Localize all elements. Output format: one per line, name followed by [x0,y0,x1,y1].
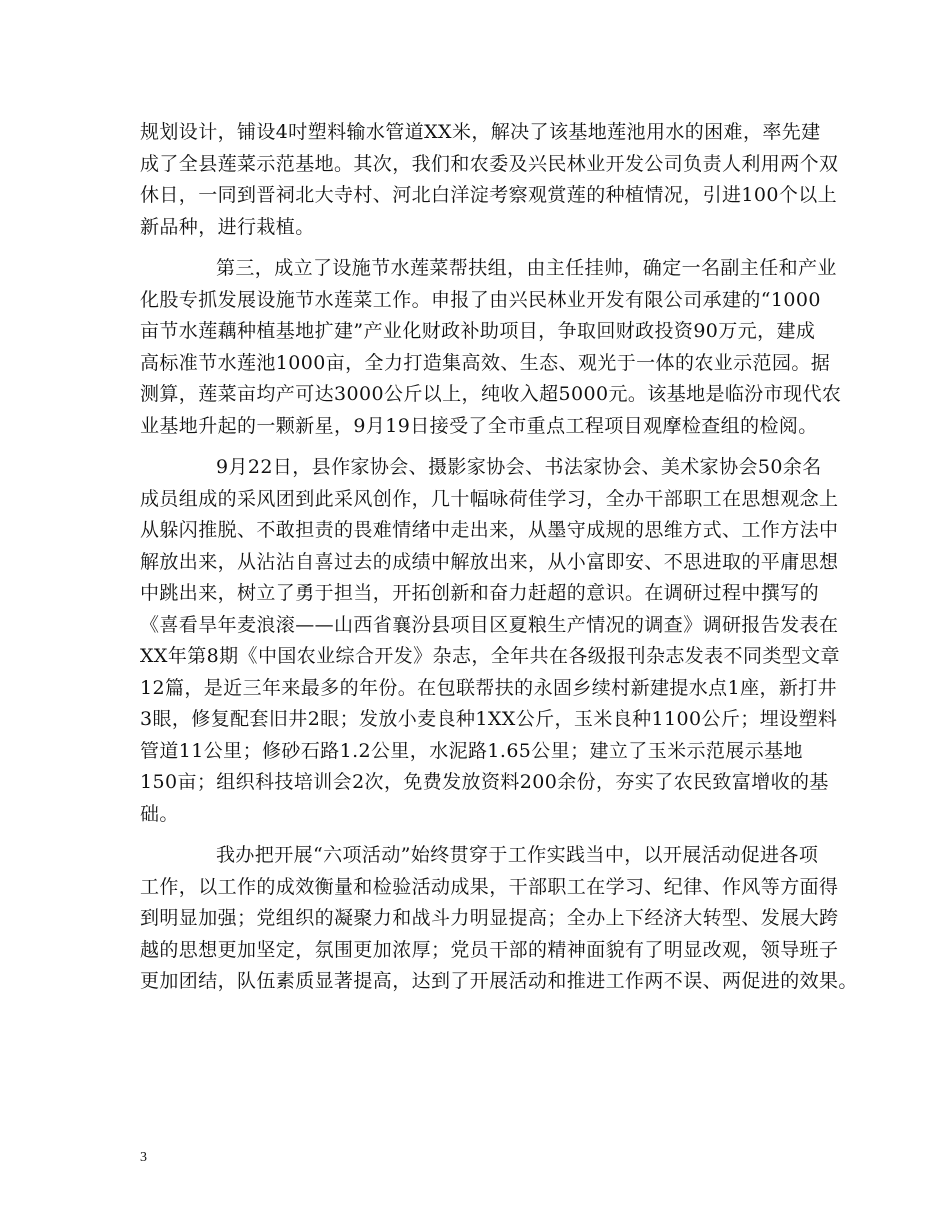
paragraph-1 [140,117,839,243]
text-line: XX年第8期《中国农业综合开发》杂志，全年共在各级报刊杂志发表不同类型文章 [140,645,840,667]
text-line: 管道11公里；修砂石路1.2公里，水泥路1.65公里；建立了玉米示范展示基地 [140,739,803,762]
document-body [140,117,858,998]
text-line: 休日，一同到晋祠北大寺村、河北白洋淀考察观赏莲的种植情况，引进100个以上 [140,184,838,206]
paragraph-2 [140,253,842,442]
text-line: 《喜看旱年麦浪滚——山西省襄汾县项目区夏粮生产情况的调查》调研报告发表在 [140,613,839,636]
text-line: 工作，以工作的成效衡量和检验活动成果，干部职工在学习、纪律、作风等方面得 [140,875,839,898]
text-line: 中跳出来，树立了勇于担当，开拓创新和奋力赶超的意识。在调研过程中撰写的 [140,582,820,604]
text-line: 150亩；组织科技培训会2次，免费发放资料200余份，夯实了农民致富增收的基 [140,771,829,793]
text-line: 业基地升起的一颗新星，9月19日接受了全市重点工程项目观摩检查组的检阅。 [140,414,818,437]
text-line: 9月22日，县作家协会、摄影家协会、书法家协会、美术家协会50余名 [216,456,822,478]
page-number: 3 [140,1150,147,1165]
text-line: 化股专抓发展设施节水莲菜工作。申报了由兴民林业开发有限公司承建的“1000 [140,288,821,311]
text-line: 我办把开展“六项活动”始终贯穿于工作实践当中，以开展活动促进各项 [216,844,819,866]
text-line: 从躲闪推脱、不敢担责的畏难情绪中走出来，从墨守成规的思维方式、工作方法中 [140,519,839,541]
text-line: 础。 [140,802,179,825]
text-line: 解放出来，从沾沾自喜过去的成绩中解放出来，从小富即安、不思进取的平庸思想 [140,550,839,573]
text-line: 3眼，修复配套旧井2眼；发放小麦良种1XX公斤，玉米良种1100公斤；埋设塑料 [140,708,838,730]
text-line: 到明显加强；党组织的凝聚力和战斗力明显提高；全办上下经济大转型、发展大跨 [140,907,839,929]
text-line: 成员组成的采风团到此采风创作，几十幅咏荷佳学习，全办干部职工在思想观念上 [140,487,839,510]
text-line: 12篇，是近三年来最多的年份。在包联帮扶的永固乡续村新建提水点1座，新打井 [140,676,838,699]
text-line: 成了全县莲菜示范基地。其次，我们和农委及兴民林业开发公司负责人利用两个双 [140,152,839,175]
text-line: 越的思想更加坚定，氛围更加浓厚；党员干部的精神面貌有了明显改观，领导班子 [140,938,839,961]
paragraph-3 [140,452,840,830]
text-line: 更加团结，队伍素质显著提高，达到了开展活动和推进工作两不误、两促进的效果。 [140,970,858,992]
text-line: 亩节水莲藕种植基地扩建”产业化财政补助项目，争取回财政投资90万元，建成 [140,320,816,342]
text-line: 规划设计，铺设4吋塑料输水管道XX米，解决了该基地莲池用水的困难，率先建 [140,121,821,143]
paragraph-4 [140,840,858,998]
text-line: 新品种，进行栽植。 [140,215,315,238]
text-line: 第三，成立了设施节水莲菜帮扶组，由主任挂帅，确定一名副主任和产业 [216,257,837,279]
text-line: 测算，莲菜亩均产可达3000公斤以上，纯收入超5000元。该基地是临汾市现代农 [140,383,842,405]
text-line: 高标准节水莲池1000亩，全力打造集高效、生态、观光于一体的农业示范园。据 [140,351,831,374]
